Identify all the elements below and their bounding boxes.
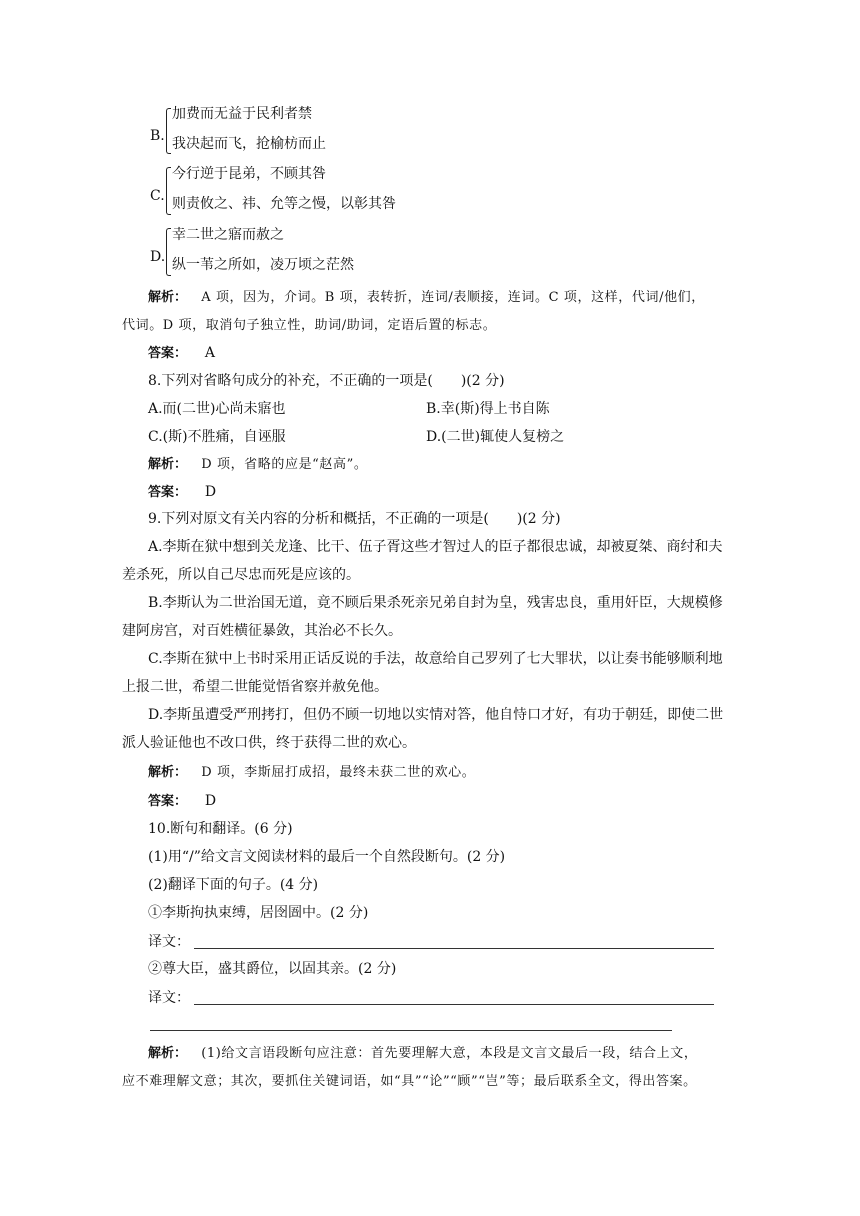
option-d-line2: 纵一苇之所如，凌万顷之茫然	[172, 257, 354, 273]
answer-label: 答案：	[148, 485, 188, 500]
q9-option-a-line2: 差杀死，所以自己尽忠而死是应该的。	[122, 567, 360, 583]
option-c-line1: 今行逆于昆弟，不顾其咎	[172, 166, 326, 182]
analysis-label: 解析：	[148, 765, 188, 780]
q10-part2: (2)翻译下面的句子。(4 分)	[148, 877, 319, 893]
brace-d	[166, 228, 171, 276]
q10-sentence2: ②尊大臣，盛其爵位，以固其亲。(2 分)	[148, 961, 397, 977]
q9-option-b-line2: 建阿房宫，对百姓横征暴敛，其治必不长久。	[122, 623, 402, 639]
q9-answer	[148, 791, 216, 812]
analysis-label: 解析：	[148, 290, 188, 305]
q8-option-a: A.而(二世)心尚未寤也	[148, 401, 286, 417]
q9-answer-value: D	[204, 793, 217, 809]
q8-analysis-text: D 项，省略的应是“赵高”。	[201, 457, 368, 472]
q9-option-b-line1: B.李斯认为二世治国无道，竟不顾后果杀死亲兄弟自封为皇，残害忠良，重用奸臣，大规模修	[148, 595, 723, 611]
q8-option-c: C.(斯)不胜痛，自诬服	[148, 429, 286, 445]
q7-analysis-text1: A 项，因为，介词。B 项，表转折，连词/表顺接，连词。C 项，这样，代词/他们，	[201, 290, 705, 305]
translation-label-1: 译文：	[148, 934, 190, 950]
translation-blank-2[interactable]	[194, 1003, 714, 1005]
q10-stem: 10.断句和翻译。(6 分)	[148, 821, 293, 837]
q10-part1: (1)用“/”给文言文阅读材料的最后一个自然段断句。(2 分)	[148, 849, 506, 865]
q9-option-d-line2: 派人验证他也不改口供，终于获得二世的欢心。	[122, 735, 416, 751]
q7-analysis-line1	[148, 288, 705, 308]
q9-stem: 9.下列对原文有关内容的分析和概括，不正确的一项是( )(2 分)	[148, 511, 561, 527]
q8-analysis	[148, 455, 367, 475]
q9-option-c-line2: 上报二世，希望二世能觉悟省察并赦免他。	[122, 679, 388, 695]
answer-label: 答案：	[148, 346, 188, 361]
q8-answer	[148, 482, 216, 503]
q8-stem: 8.下列对省略句成分的补充，不正确的一项是( )(2 分)	[148, 373, 505, 389]
answer-label: 答案：	[148, 794, 188, 809]
option-b-line2: 我决起而飞，抢榆枋而止	[172, 136, 326, 152]
q9-analysis-text: D 项，李斯屈打成招，最终未获二世的欢心。	[201, 765, 476, 780]
analysis-label: 解析：	[148, 457, 188, 472]
translation-blank-1[interactable]	[194, 947, 714, 949]
analysis-label: 解析：	[148, 1046, 188, 1061]
q9-option-d-line1: D.李斯虽遭受严刑拷打，但仍不顾一切地以实情对答，他自恃口才好，有功于朝廷，即使二世	[148, 707, 724, 723]
q7-answer-value: A	[204, 345, 215, 361]
q10-analysis-text1: (1)给文言语段断句应注意：首先要理解大意，本段是文言文最后一段，结合上文，	[201, 1046, 698, 1061]
option-d-line1: 幸二世之寤而赦之	[172, 227, 284, 243]
translation-blank-3[interactable]	[150, 1029, 672, 1031]
q9-option-c-line1: C.李斯在狱中上书时采用正话反说的手法，故意给自己罗列了七大罪状，以让奏书能够顺利地	[148, 651, 723, 667]
option-letter-d: D.	[150, 249, 166, 265]
q10-analysis-line2: 应不难理解文意；其次，要抓住关键词语，如“具”“论”“顾”“岂”等；最后联系全文，得出答案。	[122, 1074, 697, 1089]
q10-sentence1: ①李斯拘执束缚，居囹圄中。(2 分)	[148, 905, 369, 921]
q8-option-d: D.(二世)辄使人复榜之	[426, 429, 565, 445]
q9-option-a-line1: A.李斯在狱中想到关龙逢、比干、伍子胥这些才智过人的臣子都很忠诚，却被夏桀、商纣和夫	[148, 539, 723, 555]
q7-answer	[148, 343, 215, 364]
q10-analysis-line1	[148, 1044, 697, 1064]
option-c-line2: 则责攸之、祎、允等之慢，以彰其咎	[172, 196, 396, 212]
option-b-line1: 加费而无益于民利者禁	[172, 106, 312, 122]
brace-c	[166, 167, 171, 215]
q8-answer-value: D	[204, 484, 217, 500]
option-letter-b: B.	[150, 128, 165, 144]
q7-analysis-line2: 代词。D 项，取消句子独立性，助词/助词，定语后置的标志。	[122, 318, 497, 333]
option-letter-c: C.	[150, 188, 165, 204]
q9-analysis	[148, 763, 475, 783]
brace-b	[166, 108, 171, 154]
translation-label-2: 译文：	[148, 990, 190, 1006]
q8-option-b: B.幸(斯)得上书自陈	[426, 401, 550, 417]
